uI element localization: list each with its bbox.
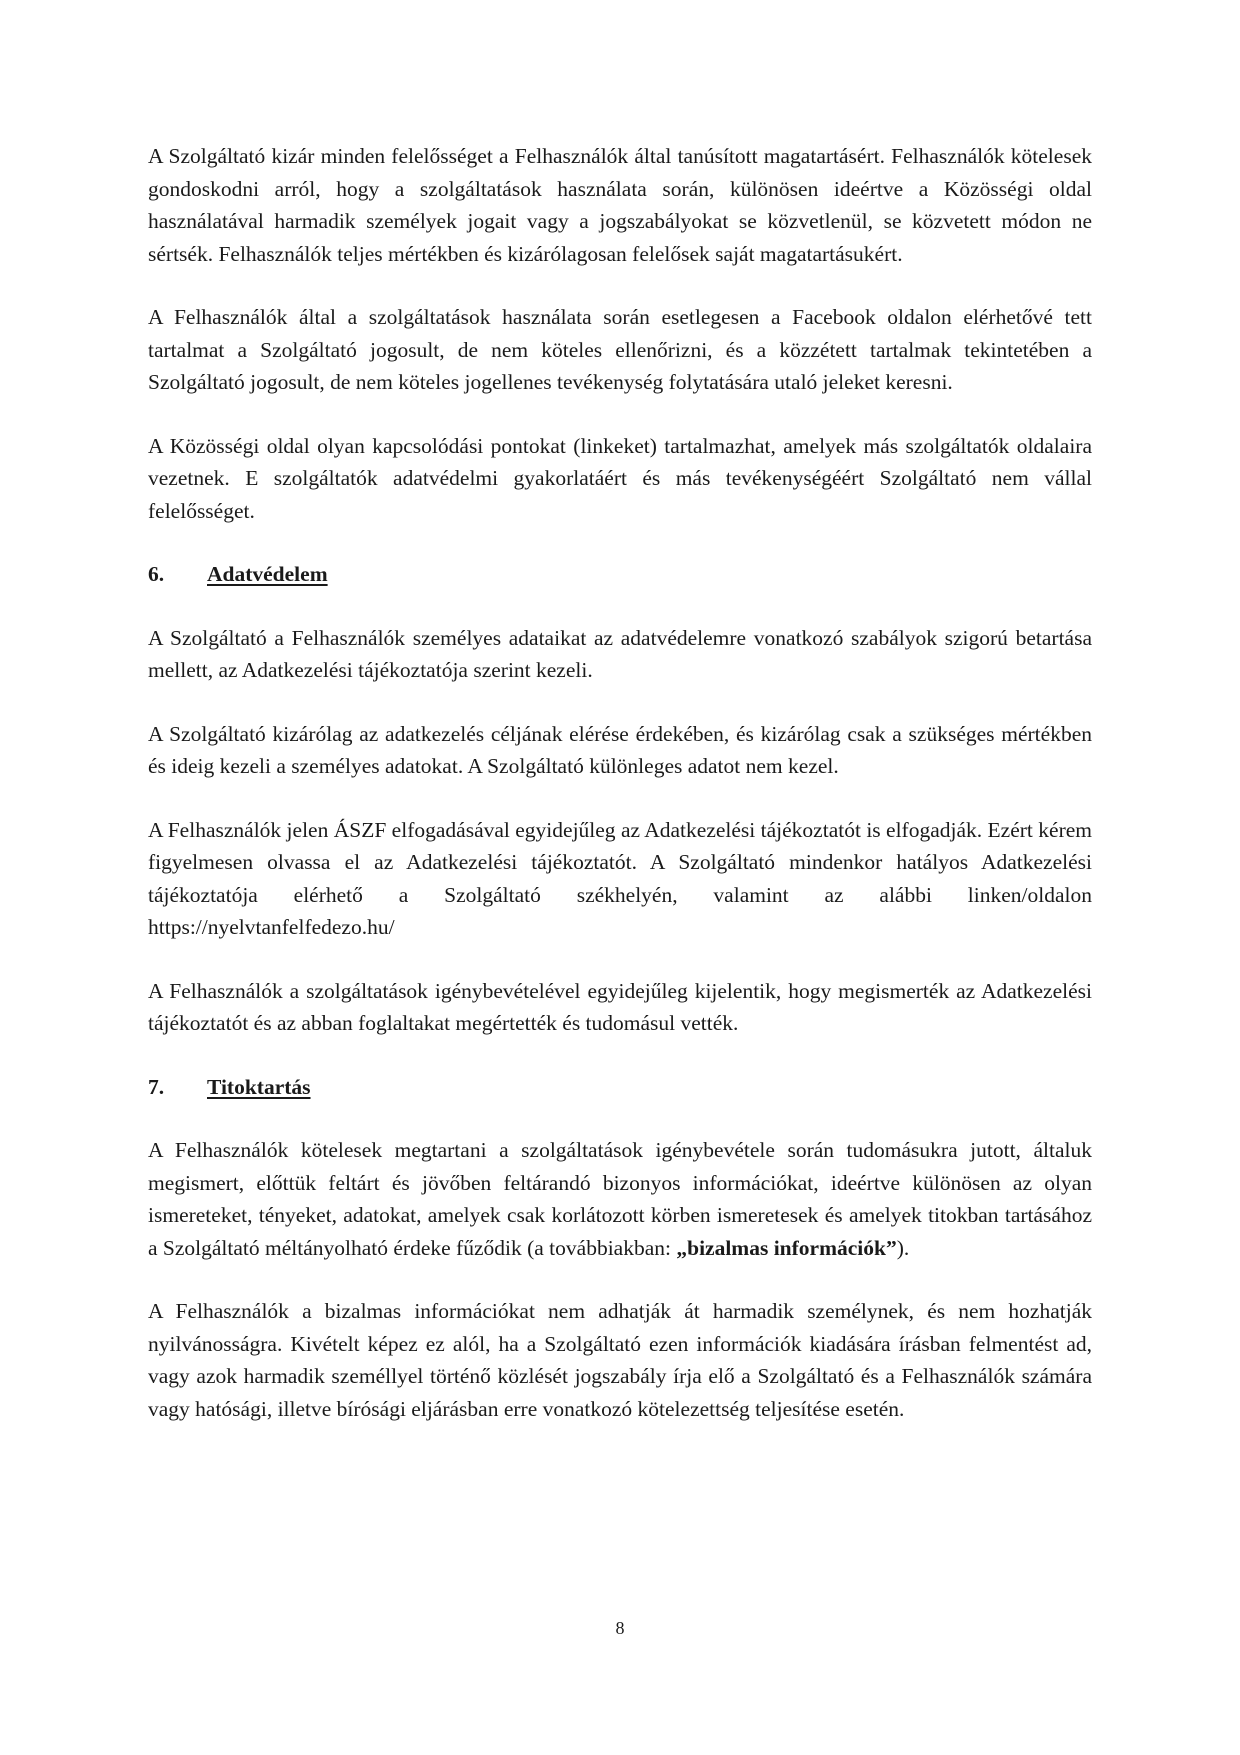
section-heading-confidentiality bbox=[148, 1071, 1092, 1104]
paragraph-disclosure-exceptions: A Felhasználók a bizalmas információkat nem adhatják át harmadik személynek, és nem hozhatják nyilvánosságra. Kivételt képez ez alól, ha a Szolgáltató ezen információk kiadására írásban felmentést ad, vagy azok harmadik személlyel történő közlését jogszabály írja elő a Szolgáltató és a Felhasználók számára vagy hatósági, illetve bírósági eljárásban erre vonatkozó kötelezettség teljesítése esetén. bbox=[148, 1299, 1092, 1421]
section-number: 6. bbox=[148, 562, 165, 586]
section-title: Titoktartás bbox=[207, 1074, 311, 1099]
section-title: Adatvédelem bbox=[207, 562, 328, 586]
paragraph-data-handling: A Szolgáltató a Felhasználók személyes adataikat az adatvédelemre vonatkozó szabályok szigorú betartása mellett, az Adatkezelési tájékoztatója szerint kezeli. bbox=[148, 625, 1092, 682]
paragraph-text: A Felhasználók kötelesek megtartani a szolgáltatások igénybevétele során tudomásukra jutott, általuk megismert, előttük feltárt és jövőben feltárandó bizonyos információkat, ideértve különösen az olyan ismereteket, tényeket, adatokat, amelyek csak korlátozott körben ismeretesek és amelyek titokban tartásához a Szolgáltató méltányolható érdeke fűződik (a továbbiakban: bbox=[148, 1138, 1092, 1260]
paragraph-data-purpose: A Szolgáltató kizárólag az adatkezelés céljának elérése érdekében, és kizárólag csak a szükséges mértékben és ideig kezeli a személyes adatokat. A Szolgáltató különleges adatot nem kezel. bbox=[148, 721, 1092, 778]
paragraph-confidentiality-obligation bbox=[148, 1134, 1092, 1264]
section-heading-data-protection bbox=[148, 558, 1092, 591]
paragraph-acknowledgement: A Felhasználók a szolgáltatások igénybevételével egyidejűleg kijelentik, hogy megismerték az Adatkezelési tájékoztatót és az abban foglaltakat megértették és tudomásul vették. bbox=[148, 978, 1092, 1035]
paragraph-content-control: A Felhasználók által a szolgáltatások használata során esetlegesen a Facebook oldalon elérhetővé tett tartalmat a Szolgáltató jogosult, de nem köteles ellenőrizni, és a közzétett tartalmak tekintetében a Szolgáltató jogosult, de nem köteles jogellenes tevékenység folytatására utaló jeleket keresni. bbox=[148, 305, 1092, 394]
paragraph-text-end: ). bbox=[896, 1235, 910, 1260]
paragraph-external-links: A Közösségi oldal olyan kapcsolódási pontokat (linkeket) tartalmazhat, amelyek más szolgáltatók oldalaira vezetnek. E szolgáltatók adatvédelmi gyakorlatáért és más tevékenységéért Szolgáltató nem vállal felelősséget. bbox=[148, 433, 1092, 523]
page-number: 8 bbox=[615, 1618, 625, 1638]
paragraph-privacy-policy: A Felhasználók jelen ÁSZF elfogadásával egyidejűleg az Adatkezelési tájékoztatót is elfogadják. Ezért kérem figyelmesen olvassa el az Adatkezelési tájékoztatót. A Szolgáltató mindenkor hatályos Adatkezelési tájékoztatója elérhető a Szolgáltató székhelyén, valamint az alábbi linken/oldalon https://nyelvtanfelfedezo.hu/ bbox=[148, 817, 1092, 939]
paragraph-liability: A Szolgáltató kizár minden felelősséget a Felhasználók által tanúsított magatartásért. Felhasználók kötelesek gondoskodni arról, hogy a szolgáltatások használata során, különösen ideértve a Közösségi oldal használatával harmadik személyek jogait vagy a jogszabályokat se közvetlenül, se közvetett módon ne sértsék. Felhasználók teljes mértékben és kizárólagosan felelősek saját magatartásukért. bbox=[148, 144, 1092, 266]
document-page bbox=[148, 140, 1092, 1456]
defined-term: „bizalmas információk” bbox=[676, 1235, 897, 1260]
section-number: 7. bbox=[148, 1074, 165, 1099]
